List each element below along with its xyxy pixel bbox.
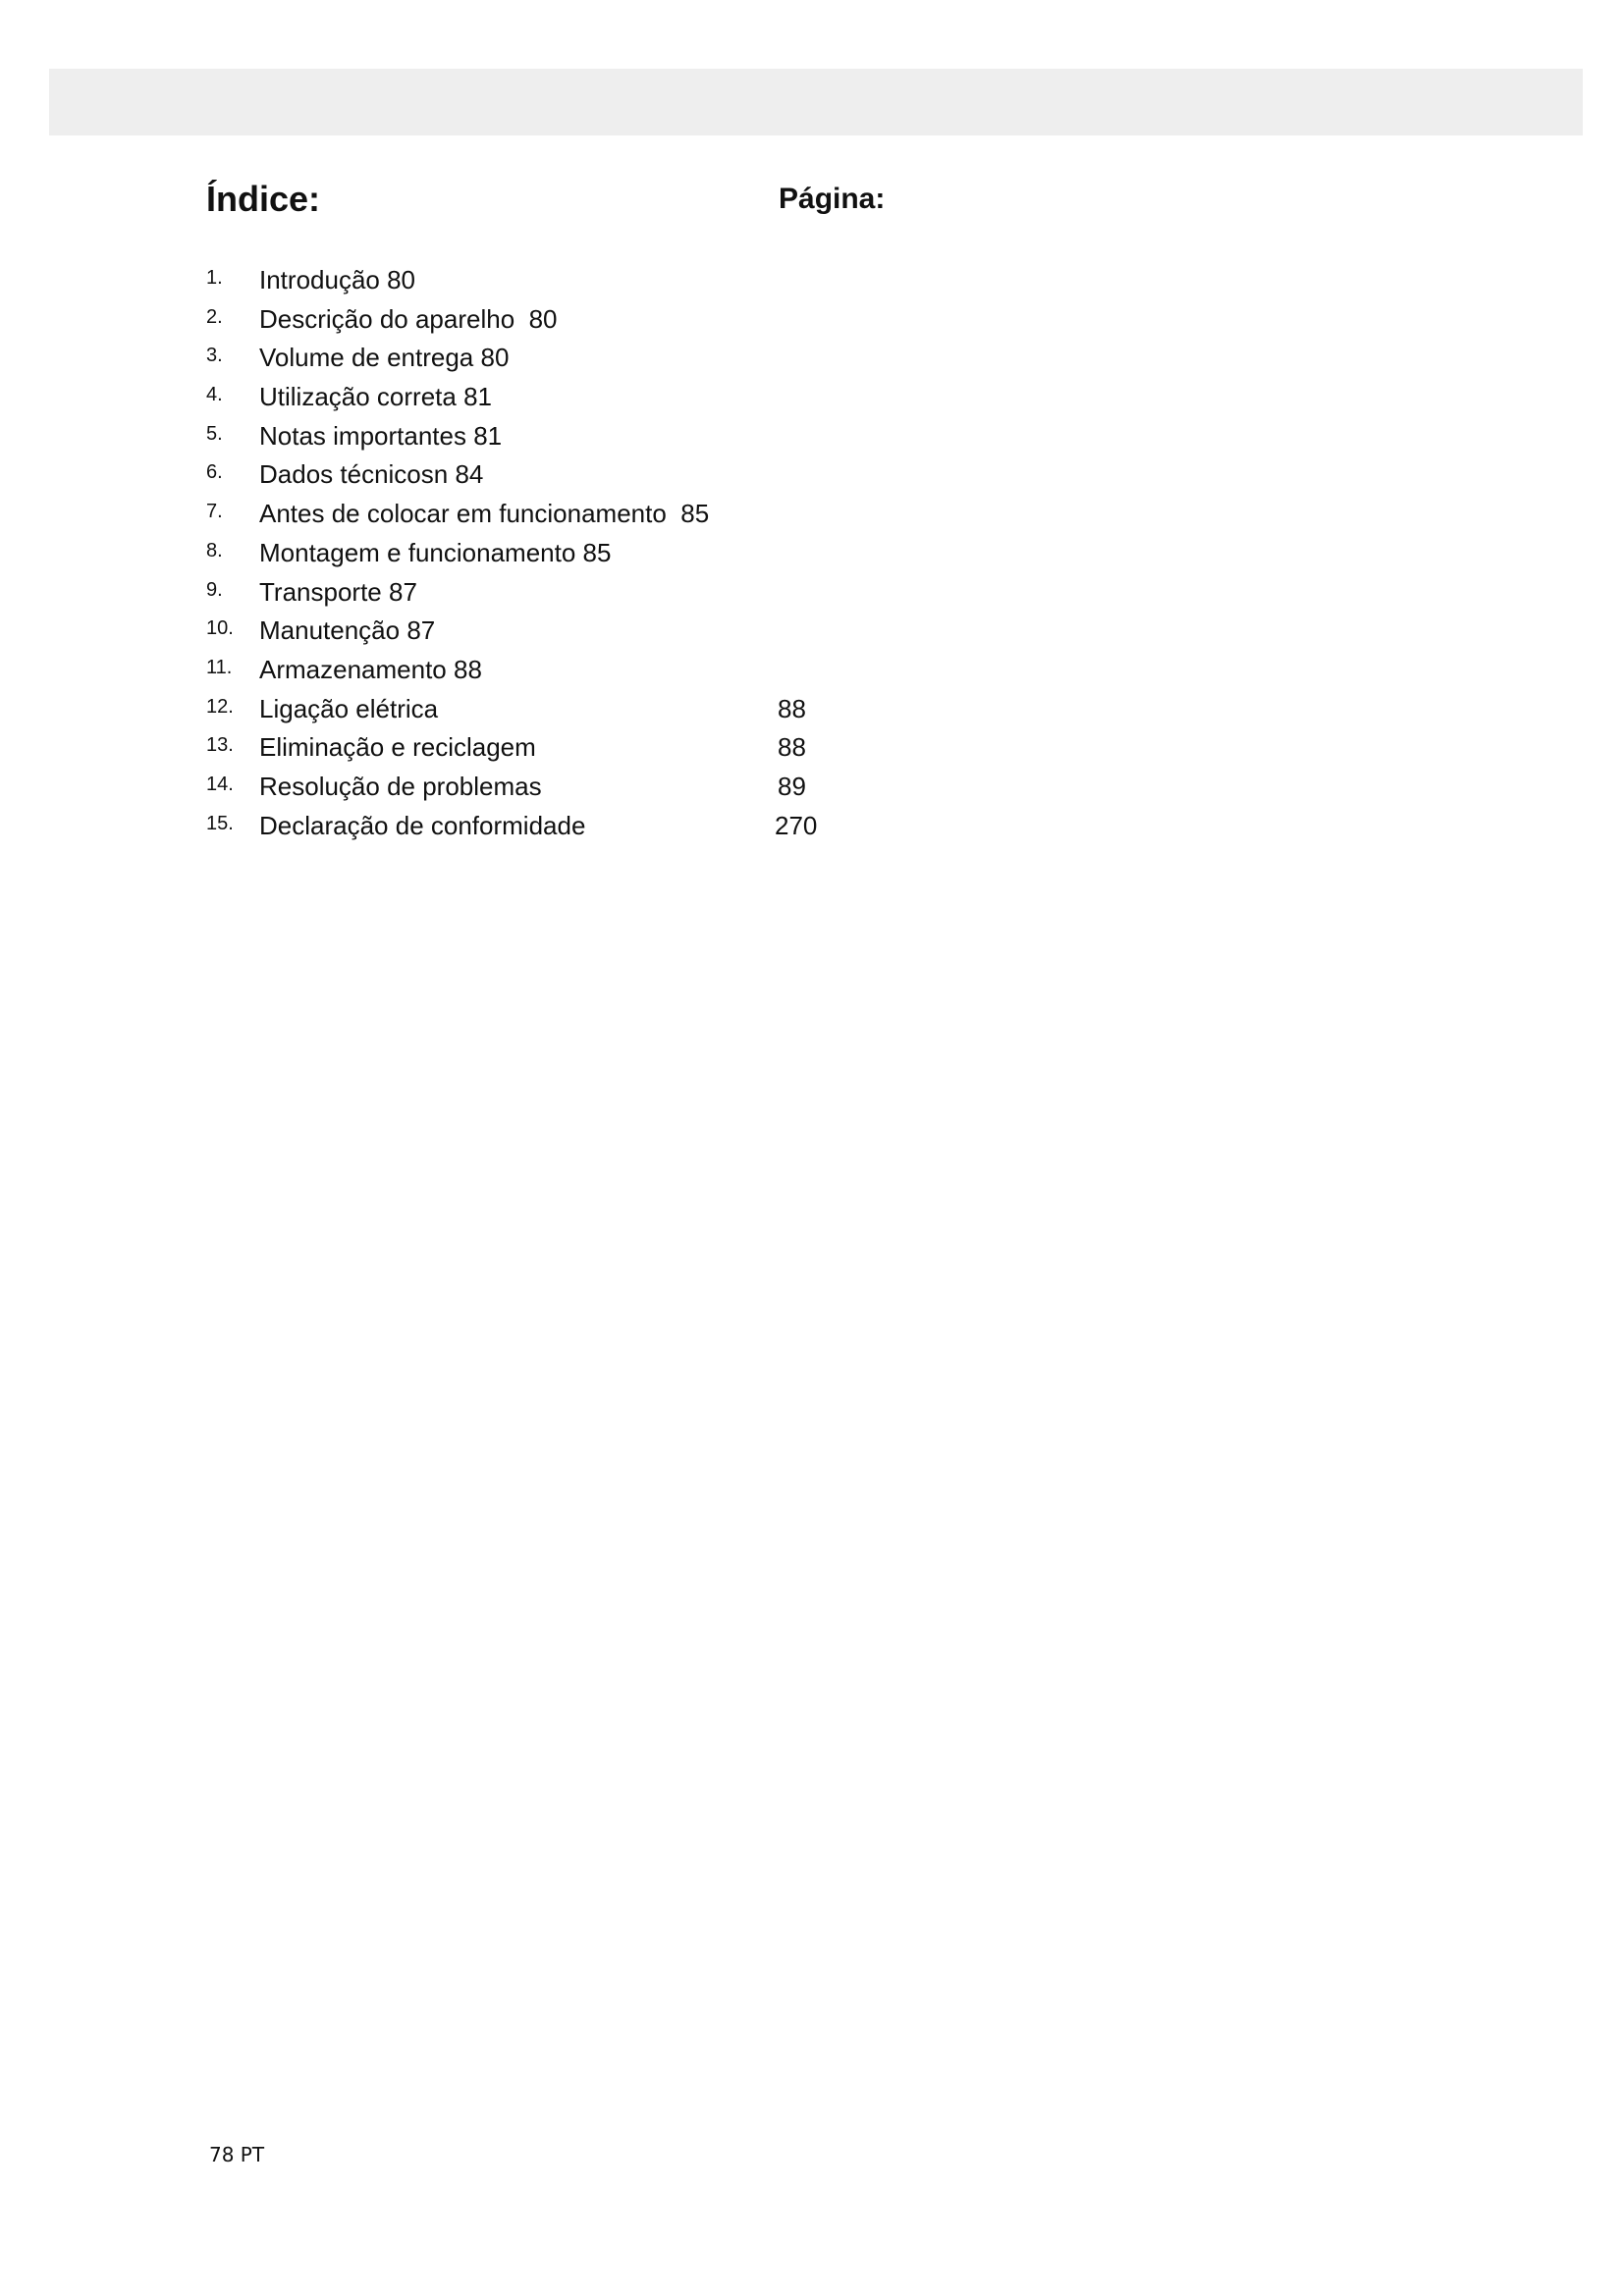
- toc-item-number: 5.: [206, 422, 223, 445]
- toc-item-text: Dados técnicosn 84: [259, 459, 484, 490]
- toc-item[interactable]: [206, 419, 992, 458]
- toc-item-page: 88: [778, 693, 806, 723]
- toc-item[interactable]: [206, 536, 992, 575]
- table-of-contents: [206, 263, 992, 847]
- toc-item-text: Eliminação e reciclagem: [259, 732, 536, 763]
- toc-item-text: Utilização correta 81: [259, 382, 492, 412]
- toc-item[interactable]: [206, 575, 992, 614]
- page-number-footer: 78 PT: [209, 2143, 265, 2166]
- header-band: [49, 69, 1583, 135]
- toc-item-text: Antes de colocar em funcionamento 85: [259, 499, 710, 529]
- toc-item-number: 6.: [206, 461, 223, 484]
- toc-item-text: Manutenção 87: [259, 615, 436, 646]
- toc-item-text: Declaração de conformidade: [259, 810, 586, 840]
- page-title: Índice:: [206, 179, 321, 219]
- toc-item-text: Volume de entrega 80: [259, 343, 510, 373]
- toc-item-number: 4.: [206, 384, 223, 406]
- toc-item-number: 9.: [206, 578, 223, 601]
- toc-item-text: Descrição do aparelho 80: [259, 303, 558, 334]
- toc-item[interactable]: [206, 302, 992, 342]
- toc-item-page: 270: [775, 810, 818, 840]
- toc-item-page: 88: [778, 732, 806, 763]
- toc-item-number: 15.: [206, 812, 234, 834]
- toc-item[interactable]: [206, 497, 992, 536]
- toc-item-number: 11.: [206, 656, 233, 678]
- toc-item[interactable]: [206, 770, 992, 809]
- toc-item-number: 8.: [206, 539, 223, 561]
- toc-item-text: Introdução 80: [259, 265, 416, 294]
- toc-item-text: Armazenamento 88: [259, 654, 482, 684]
- page-column-title: Página:: [779, 183, 886, 215]
- toc-item-text: Resolução de problemas: [259, 771, 542, 801]
- toc-item-number: 1.: [206, 267, 223, 289]
- toc-item-number: 10.: [206, 617, 234, 640]
- toc-item[interactable]: [206, 457, 992, 497]
- toc-item-number: 2.: [206, 305, 223, 328]
- toc-item-number: 3.: [206, 345, 223, 367]
- toc-item-text: Montagem e funcionamento 85: [259, 537, 612, 567]
- toc-item-page: 89: [778, 771, 806, 801]
- toc-item[interactable]: [206, 653, 992, 692]
- toc-item[interactable]: [206, 380, 992, 419]
- toc-item-number: 12.: [206, 695, 234, 718]
- toc-item-number: 14.: [206, 773, 234, 795]
- toc-item[interactable]: [206, 341, 992, 380]
- toc-item[interactable]: [206, 809, 992, 848]
- toc-item-number: 13.: [206, 734, 234, 757]
- toc-item-text: Notas importantes 81: [259, 420, 503, 451]
- toc-item-number: 7.: [206, 501, 223, 523]
- toc-item[interactable]: [206, 692, 992, 731]
- toc-item-text: Transporte 87: [259, 576, 417, 607]
- toc-item-text: Ligação elétrica: [259, 693, 439, 723]
- toc-item[interactable]: [206, 263, 992, 302]
- toc-item[interactable]: [206, 614, 992, 653]
- toc-item[interactable]: [206, 730, 992, 770]
